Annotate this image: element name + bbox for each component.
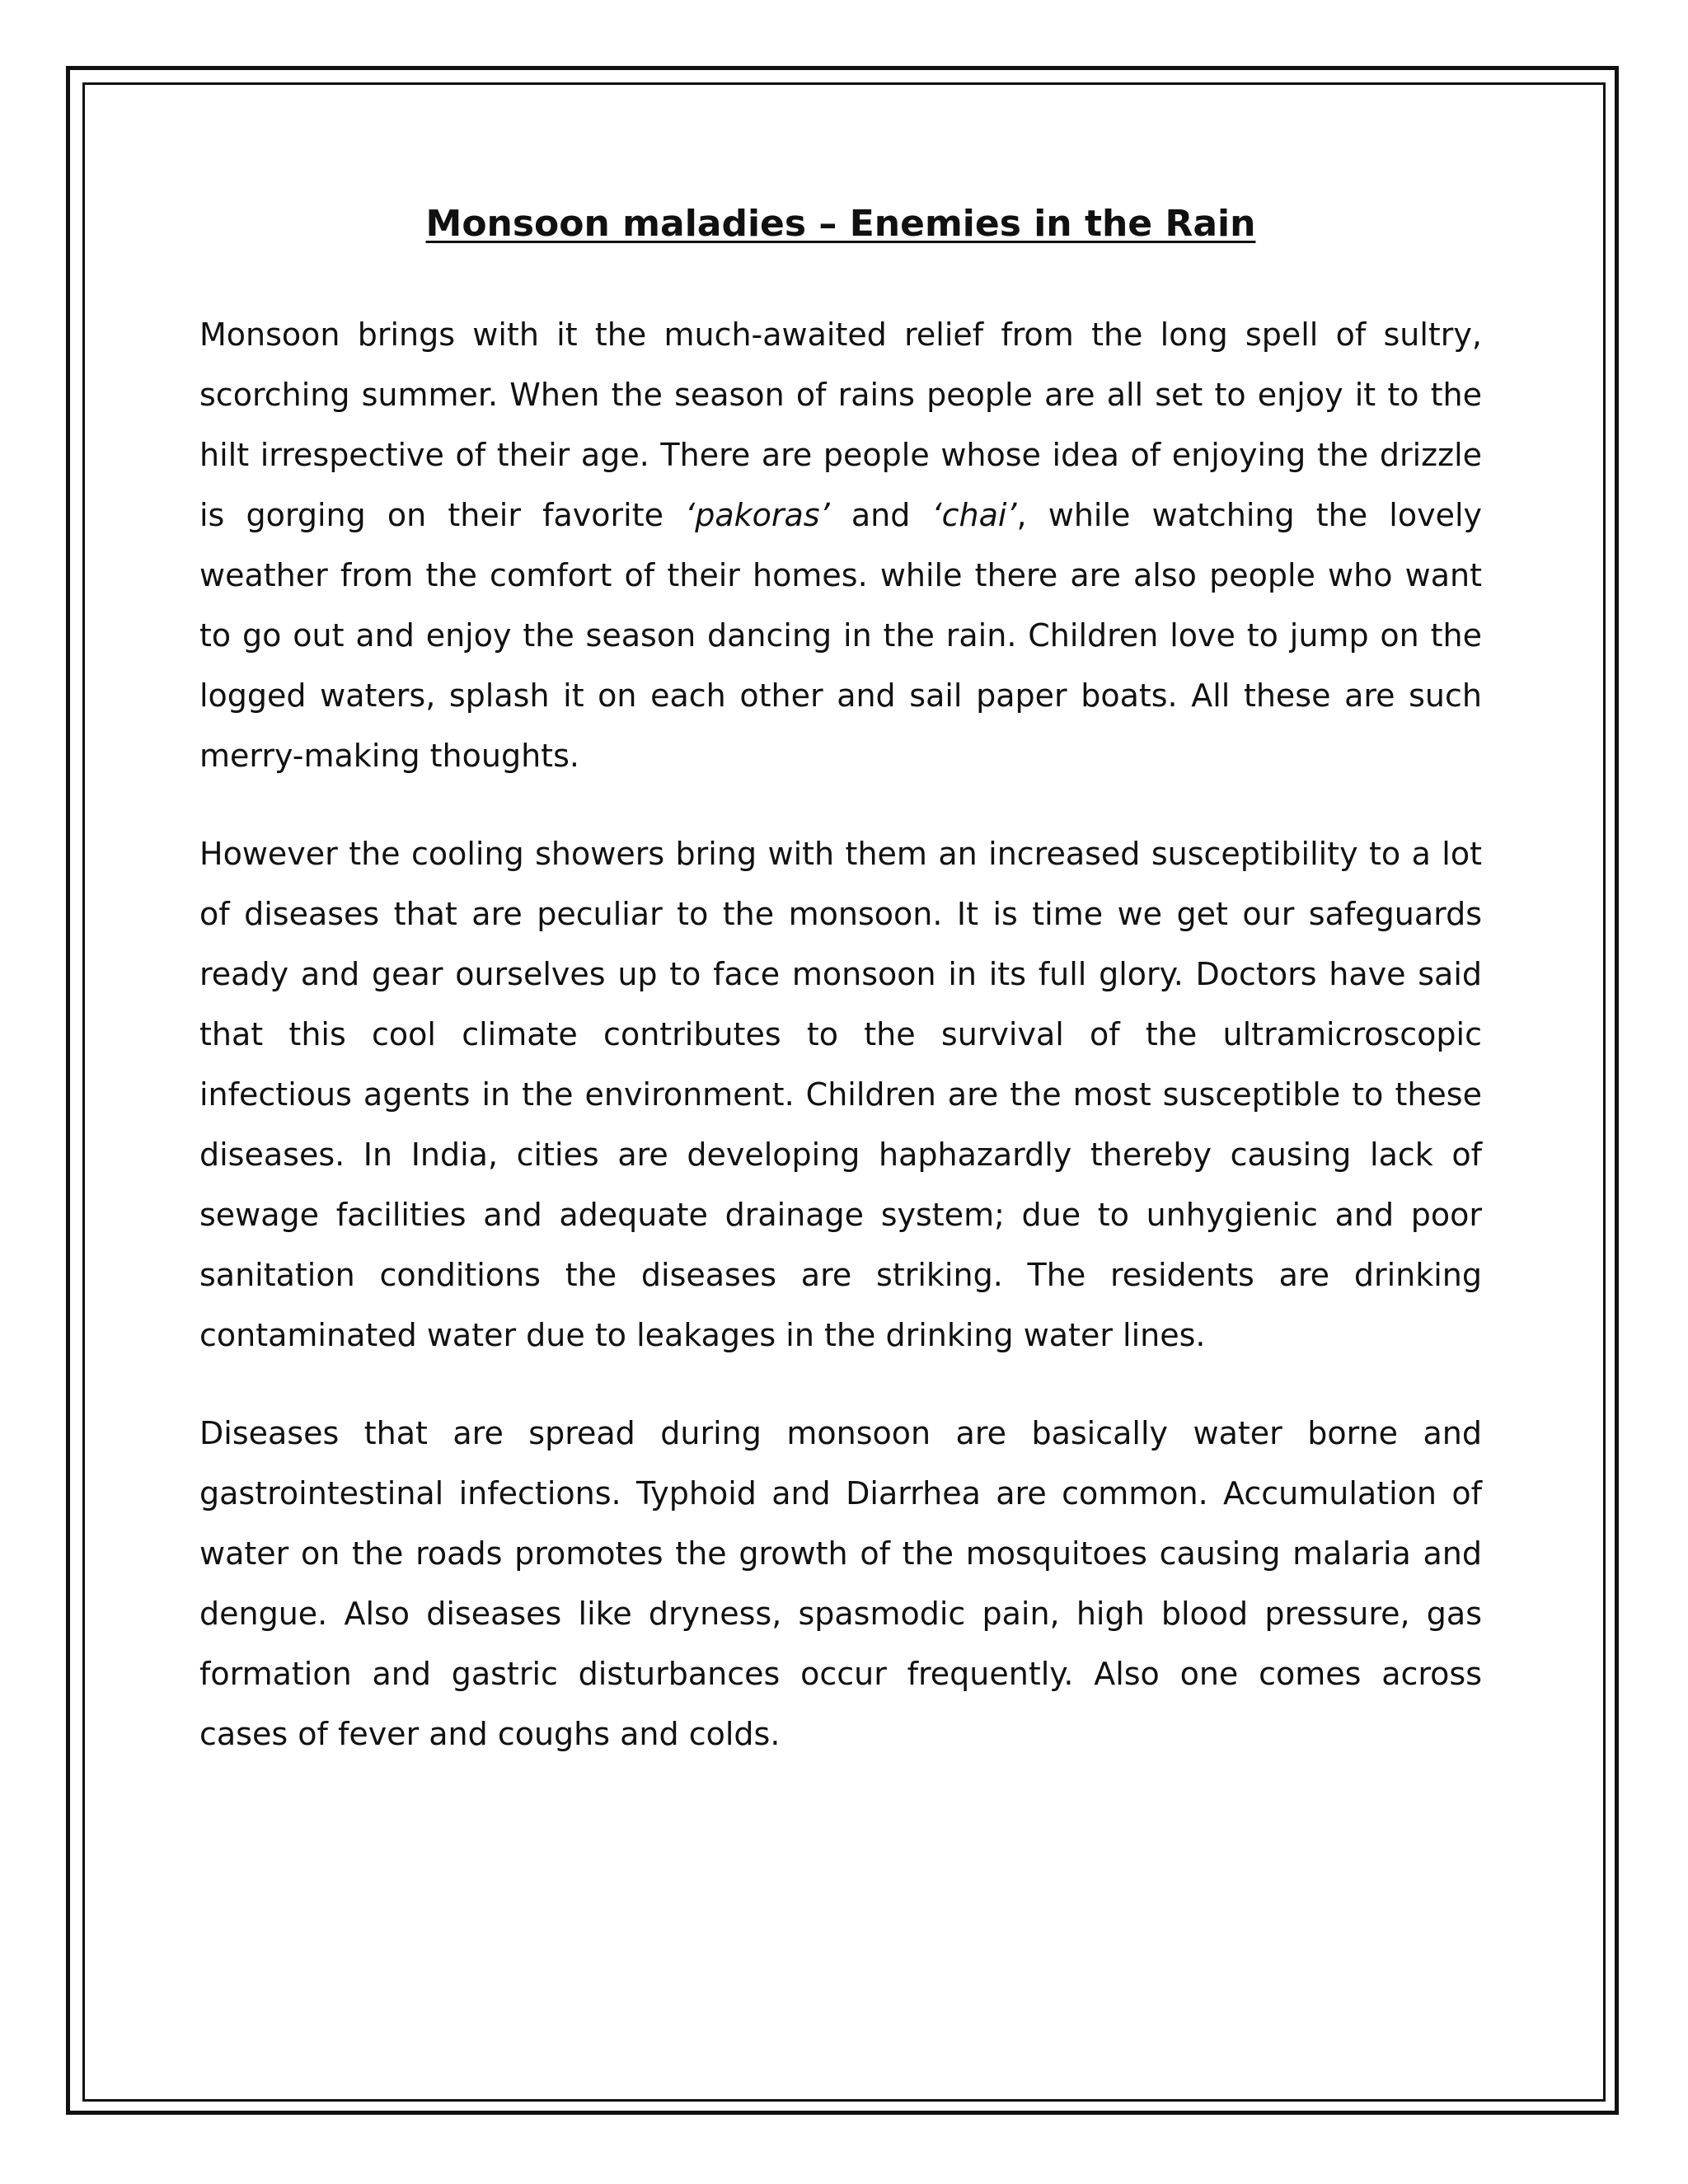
paragraph-1	[199, 305, 1482, 786]
paragraph-3: Diseases that are spread during monsoon are basically water borne and gastrointestinal infections. Typhoid and Diarrhea are common. Accumulation of water on the roads promotes the growth of the mosquitoes causing malaria and dengue. Also diseases like dryness, spasmodic pain, high blood pressure, gas formation and gastric disturbances occur frequently. Also one comes across cases of fever and coughs and colds.	[199, 1415, 1482, 1752]
chai-term: ‘chai’	[931, 497, 1017, 533]
document-title: Monsoon maladies – Enemies in the Rain	[425, 203, 1256, 245]
paragraph-1-text-a: Monsoon brings with it the much-awaited relief from the long spell of sultry, scorching summer. When the season of rains people are all set to enjoy it to the hilt irrespective of their age. There are people whose idea of enjoying the drizzle is gorging on their favorite	[199, 316, 1482, 533]
pakoras-term: ‘pakoras’	[685, 497, 830, 533]
paragraph-1-text-c: , while watching the lovely weather from the comfort of their homes. while there are also people who want to go out and enjoy the season dancing in the rain. Children love to jump on the logged waters, splash it on each other and sail paper boats. All these are such merry-making thoughts.	[199, 497, 1483, 774]
paragraph-2: However the cooling showers bring with them an increased susceptibility to a lot of diseases that are peculiar to the monsoon. It is time we get our safeguards ready and gear ourselves up to face monsoon in its full glory. Doctors have said that this cool climate contributes to the survival of the ultramicroscopic infectious agents in the environment. Children are the most susceptible to these diseases. In India, cities are developing haphazardly thereby causing lack of sewage facilities and adequate drainage system; due to unhygienic and poor sanitation conditions the diseases are striking. The residents are drinking contaminated water due to leakages in the drinking water lines.	[199, 836, 1482, 1353]
document-body	[199, 191, 1482, 1802]
paragraph-1-text-b: and	[829, 497, 932, 533]
